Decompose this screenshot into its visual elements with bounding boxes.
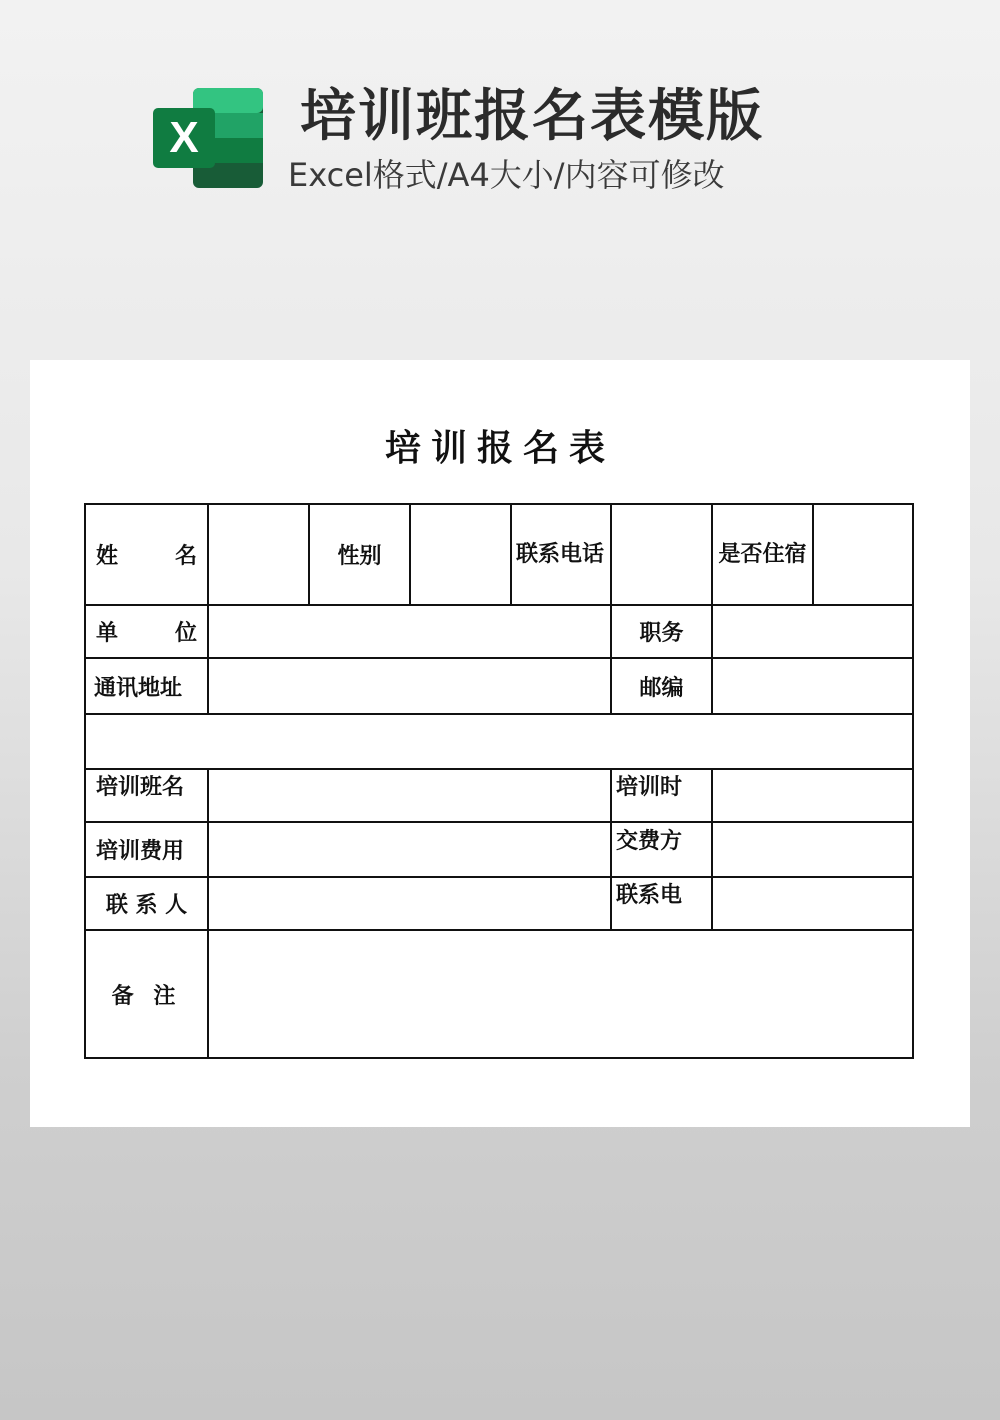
payment-method-label: 交费方	[616, 828, 683, 854]
form-row	[85, 930, 913, 1058]
position-field[interactable]	[712, 605, 913, 658]
fee-label: 培训费用	[96, 839, 185, 864]
phone-label: 联系电话	[516, 541, 605, 567]
logo-letter: X	[169, 113, 199, 162]
class-name-label: 培训班名	[96, 774, 185, 800]
registration-form-table	[84, 503, 914, 1059]
label-cell	[712, 504, 813, 605]
payment-method-field[interactable]	[712, 822, 913, 877]
address-label: 通讯地址	[94, 675, 183, 701]
label-cell	[85, 605, 208, 658]
remarks-label: 备 注	[111, 983, 182, 1009]
page-subtitle: Excel格式/A4大小/内容可修改	[288, 156, 725, 194]
label-cell	[85, 658, 208, 714]
form-row	[85, 504, 913, 605]
name-label: 姓 名	[96, 544, 197, 569]
lodging-label: 是否住宿	[718, 541, 807, 567]
label-cell	[611, 877, 712, 930]
phone-field[interactable]	[611, 504, 712, 605]
unit-label: 单 位	[96, 621, 197, 646]
label-cell	[85, 930, 208, 1058]
contact-phone-label: 联系电	[616, 882, 683, 908]
address-field[interactable]	[208, 658, 611, 714]
label-cell	[511, 504, 611, 605]
training-time-label: 培训时	[616, 774, 683, 800]
blank-separator-row[interactable]	[85, 714, 913, 769]
label-cell	[611, 658, 712, 714]
label-cell	[85, 877, 208, 930]
form-row	[85, 658, 913, 714]
gender-field[interactable]	[410, 504, 511, 605]
excel-icon	[153, 88, 263, 188]
position-label: 职务	[639, 621, 684, 646]
label-cell	[611, 822, 712, 877]
page-title: 培训班报名表模版	[300, 84, 764, 149]
label-cell	[611, 769, 712, 822]
training-time-field[interactable]	[712, 769, 913, 822]
form-row	[85, 822, 913, 877]
contact-phone-field[interactable]	[712, 877, 913, 930]
form-row	[85, 714, 913, 769]
unit-field[interactable]	[208, 605, 611, 658]
label-cell	[309, 504, 410, 605]
postcode-field[interactable]	[712, 658, 913, 714]
form-row	[85, 605, 913, 658]
lodging-field[interactable]	[813, 504, 913, 605]
label-cell	[85, 822, 208, 877]
label-cell	[611, 605, 712, 658]
contact-person-field[interactable]	[208, 877, 611, 930]
form-row	[85, 877, 913, 930]
remarks-field[interactable]	[208, 930, 913, 1058]
label-cell	[85, 504, 208, 605]
postcode-label: 邮编	[639, 675, 684, 701]
form-row	[85, 769, 913, 822]
form-title: 培训报名表	[384, 428, 615, 469]
contact-person-label: 联 系 人	[105, 893, 188, 918]
fee-field[interactable]	[208, 822, 611, 877]
gender-label: 性别	[337, 544, 382, 569]
label-cell	[85, 769, 208, 822]
class-name-field[interactable]	[208, 769, 611, 822]
name-field[interactable]	[208, 504, 309, 605]
